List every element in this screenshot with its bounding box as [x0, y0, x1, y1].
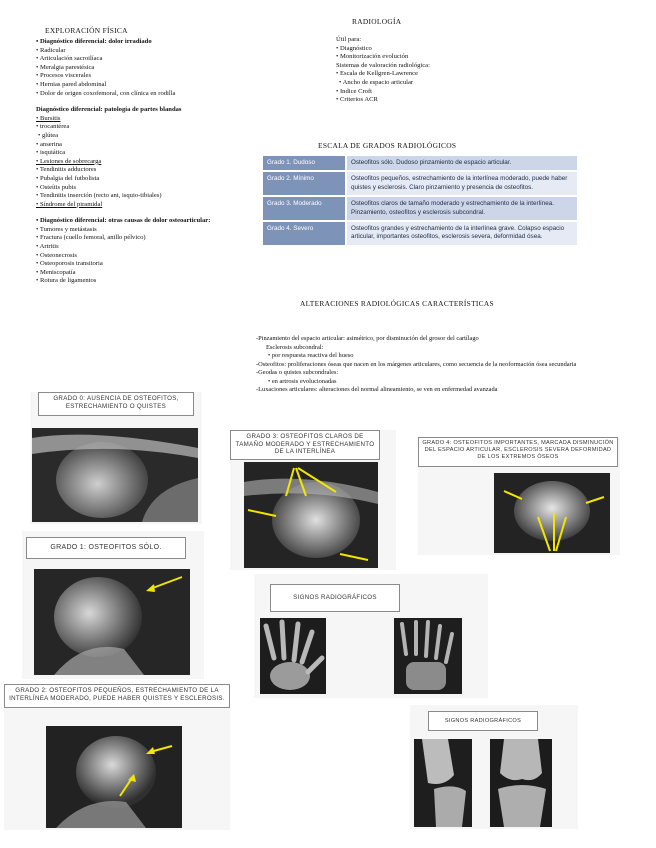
- sistemas-list: [336, 70, 536, 104]
- dx-dolor-list: [36, 47, 236, 99]
- grades-table: [263, 156, 577, 247]
- figure-grado-3: [230, 430, 396, 570]
- list-item: • Ancho de espacio articular: [336, 79, 536, 88]
- util-para: Útil para:: [336, 36, 362, 43]
- alteracion-line: Esclerosis subcondral:: [266, 343, 324, 351]
- figure-caption: GRADO 3: OSTEOFITOS CLAROS DE TAMAÑO MODERADO Y ESTRECHAMIENTO DE LA INTERLÍNEA: [230, 430, 380, 460]
- figure-grado-4: [418, 437, 620, 555]
- grade-desc: Osteofitos claros de tamaño moderado y estrechamiento de la interlínea. Pinzamiento, osteofitos y esclerosis subcondral.: [346, 196, 577, 221]
- list-item: • anserina: [36, 141, 236, 150]
- knee-xray-image: [414, 739, 472, 827]
- list-item: • Osteítis pubis: [36, 184, 236, 193]
- alteracion-line: -Osteofitos: proliferaciones óseas que nacen en los márgenes articulares, como secuencia de la neoformación ósea secundaria: [256, 360, 577, 368]
- util-list: [336, 45, 536, 62]
- figure-caption: GRADO 0: AUSENCIA DE OSTEOFITOS, ESTRECHAMIENTO O QUISTES: [38, 392, 194, 416]
- list-item: • Criterios ACR: [336, 96, 536, 105]
- grade-cell: Grado 1. Dudoso: [263, 156, 346, 171]
- list-item: • Meniscopatía: [36, 269, 236, 278]
- exploracion-title: EXPLORACIÓN FÍSICA: [45, 26, 128, 35]
- figure-caption: SIGNOS RADIOGRÁFICOS: [428, 711, 538, 731]
- figure-grado-0: [30, 392, 202, 524]
- list-item: • trocantérea: [36, 123, 236, 132]
- hip-xray-image: [34, 569, 190, 675]
- list-item: • Escala de Kellgren-Lawrence: [336, 70, 536, 79]
- grade-cell: Grado 2. Mínimo: [263, 171, 346, 196]
- alteraciones-title: ALTERACIONES RADIOLÓGICAS CARACTERÍSTICAS: [300, 299, 494, 308]
- list-item: • Hernias pared abdominal: [36, 81, 236, 90]
- grade-cell: Grado 3. Moderado: [263, 196, 346, 221]
- figure-caption: GRADO 4: OSTEOFITOS IMPORTANTES, MARCADA DISMINUCIÓN DEL ESPACIO ARTICULAR, ESCLEROSIS SEVERA DEFORMIDAD DE LOS EXTREMOS ÓSEOS: [418, 437, 618, 467]
- list-item: • Tendinitis inserción (recto ant, isquio-tibiales): [36, 192, 236, 201]
- figure-signos-rodilla: [410, 705, 578, 829]
- figure-caption: GRADO 1: OSTEOFITOS SÓLO.: [26, 537, 186, 559]
- radiologia-title: RADIOLOGÍA: [352, 17, 402, 26]
- list-item: • Diagnóstico: [336, 45, 536, 54]
- grade-desc: Osteofitos sólo. Dudoso pinzamiento de espacio articular.: [346, 156, 577, 171]
- list-item: • Procesos viscerales: [36, 72, 236, 81]
- list-item: • Monitorización evolución: [336, 53, 536, 62]
- list-item: • glútea: [36, 132, 236, 141]
- list-item: • Dolor de origen coxofemoral, con clínica en rodilla: [36, 90, 236, 99]
- table-row: [263, 156, 577, 171]
- list-item: • Rotura de ligamentos: [36, 277, 236, 286]
- sistemas-title: Sistemas de valoración radiológica:: [336, 61, 430, 69]
- list-item: • Pubalgia del futbolista: [36, 175, 236, 184]
- dx-dolor-title: • Diagnóstico diferencial: dolor irradiado: [36, 38, 152, 45]
- list-item: • Articulación sacroilíaca: [36, 55, 236, 64]
- lesiones-label: • Lesiones de sobrecarga: [36, 157, 102, 165]
- grade-desc: Osteofitos grandes y estrechamiento de la interlínea grave. Colapso espacio articular, importantes osteofitos, esclerosis severa, deformidad ósea.: [346, 221, 577, 246]
- table-row: [263, 221, 577, 246]
- figure-grado-2: [4, 684, 230, 830]
- table-row: [263, 171, 577, 196]
- hip-xray-image: [244, 462, 378, 568]
- alteracion-line: -Pinzamiento del espacio articular: asimétrico, por disminución del grosor del cartílago: [256, 335, 479, 342]
- list-item: • isquiática: [36, 149, 236, 158]
- alteracion-line: -Luxaciones articulares: alteraciones del normal alineamiento, se ven en enfermedad avanzada: [256, 386, 498, 393]
- otras-causas-title: • Diagnóstico diferencial: otras causas de dolor osteoarticular:: [36, 217, 211, 225]
- list-item: • Osteoporosis transitoria: [36, 260, 236, 269]
- alteracion-line: -Geodas o quistes subcondrales:: [256, 369, 339, 376]
- exploracion-section: [36, 38, 236, 286]
- hip-xray-image: [494, 473, 610, 553]
- alteracion-line: • por respuesta reactiva del hueso: [268, 352, 354, 359]
- figure-grado-1: [22, 531, 204, 679]
- escala-title: ESCALA DE GRADOS RADIOLÓGICOS: [318, 141, 457, 150]
- list-item: • Osteonecrosis: [36, 252, 236, 261]
- list-item: • Artritis: [36, 243, 236, 252]
- table-row: [263, 196, 577, 221]
- knee-xray-image: [490, 739, 552, 827]
- list-item: • Tumores y metástasis: [36, 226, 236, 235]
- otras-causas-list: [36, 226, 236, 286]
- list-item: • Tendinitis adductores: [36, 166, 236, 175]
- list-item: • Radicular: [36, 47, 236, 56]
- list-item: • Indice Croft: [336, 88, 536, 97]
- hip-xray-image: [46, 726, 182, 828]
- radiologia-section: [336, 36, 536, 105]
- list-item: • Meralgia parestésica: [36, 64, 236, 73]
- hip-xray-image: [32, 428, 198, 522]
- grade-cell: Grado 4. Severo: [263, 221, 346, 246]
- hand-xray-image: [260, 618, 326, 694]
- lesiones-list: [36, 166, 236, 200]
- list-item: • Fractura (cuello femoral, anillo pélvico): [36, 234, 236, 243]
- alteracion-line: • en artrosis evolucionadas: [268, 377, 337, 385]
- grade-desc: Osteofitos pequeños, estrechamiento de la interlínea moderado, puede haber quistes y esclerosis. Claro pinzamiento y presencia de osteofitos.: [346, 171, 577, 196]
- figure-caption: GRADO 2: OSTEOFITOS PEQUEÑOS, ESTRECHAMIENTO DE LA INTERLÍNEA MODERADO, PUEDE HABER QUISTES Y ESCLEROSIS.: [4, 684, 230, 708]
- bursitis-list: [36, 123, 236, 157]
- alteraciones-text: [256, 335, 646, 395]
- figure-signos-mano: [254, 574, 488, 698]
- bursitis-label: • Bursitis: [36, 114, 61, 122]
- sindrome-label: • Síndrome del piramidal: [36, 200, 103, 208]
- figure-caption: SIGNOS RADIOGRÁFICOS: [270, 584, 400, 612]
- foot-xray-image: [394, 618, 462, 694]
- partes-blandas-title: Diagnóstico diferencial: patología de partes blandas: [36, 106, 182, 114]
